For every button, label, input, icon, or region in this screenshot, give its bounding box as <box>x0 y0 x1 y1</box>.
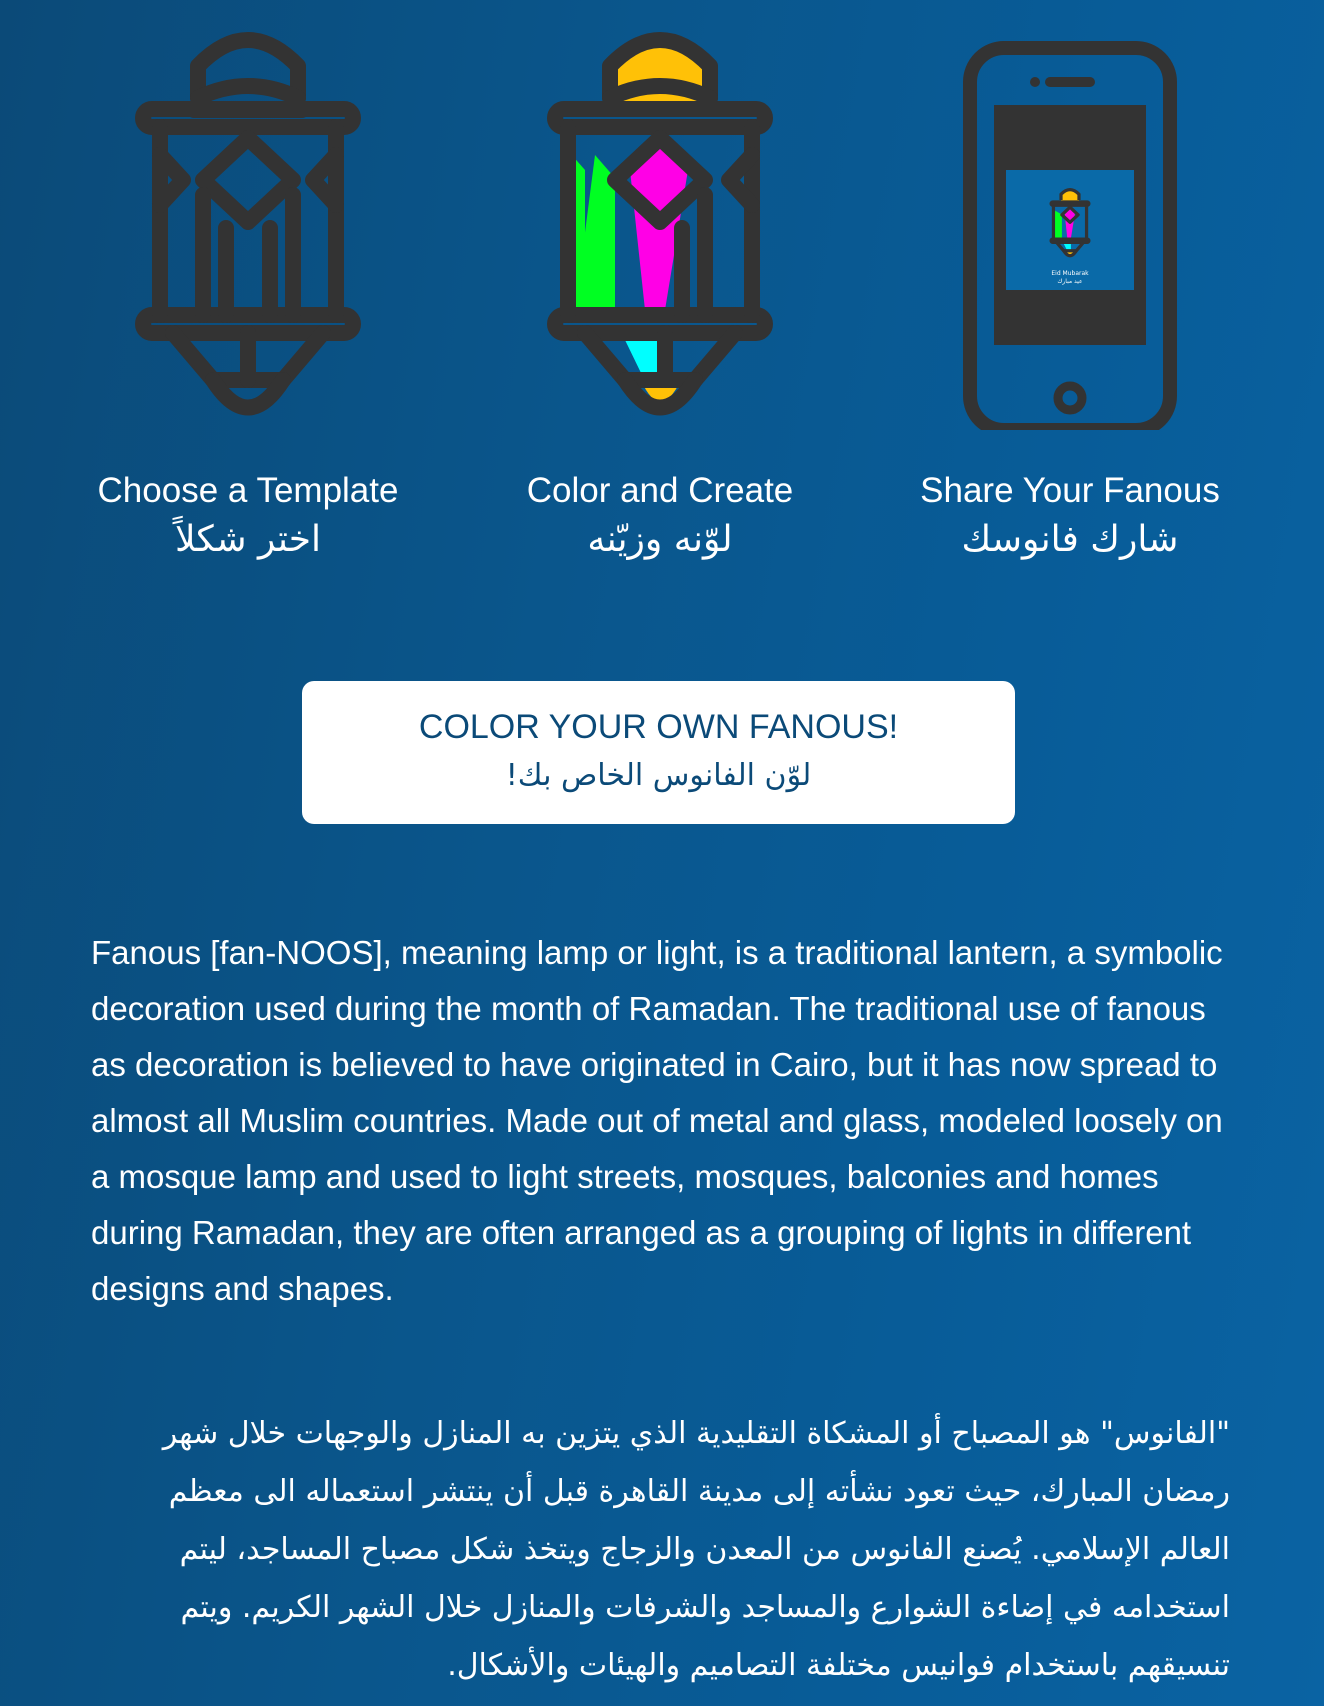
cta-label-en: COLOR YOUR OWN FANOUS! <box>418 708 899 746</box>
phone-screen-line2: عيد مبارك <box>1057 278 1083 285</box>
step-title-ar: لوّنه وزيّنه <box>587 519 733 560</box>
phone-share-icon <box>870 10 1270 430</box>
description-english: Fanous [fan-NOOS], meaning lamp or light, is a traditional lantern, a symbolic decoration used during the month of Ramadan. The traditional use of fanous as decoration is believed to have originated in Cairo, but it has now spread to almost all Muslim countries. Made out of metal and glass, modeled loosely on a mosque lamp and used to light streets, mosques, balconies and homes during Ramadan, they are often arranged as a grouping of lights in different designs and shapes. <box>91 934 1223 1307</box>
lantern-outline-icon <box>48 10 448 430</box>
colored-lantern-icon <box>460 10 860 430</box>
color-your-own-fanous-button[interactable] <box>302 681 1015 824</box>
step-title-en: Color and Create <box>526 471 794 510</box>
description-arabic: "الفانوس" هو المصباح أو المشكاة التقليدية الذي يتزين به المنازل والوجهات خلال شهر رمضان المبارك، حيث تعود نشأته إلى مدينة القاهرة قبل أن ينتشر استعماله الى معظم العالم الإسلامي. يُصنع الفانوس من المعدن والزجاج ويتخذ شكل مصباح المساجد، ليتم استخدامه في إضاءة الشوارع والمساجد والشرفات والمنازل خلال الشهر الكريم. ويتم تنسيقهم باستخدام فوانيس مختلفة التصاميم والهيئات والأشكال. <box>162 1416 1230 1683</box>
step-title-en: Choose a Template <box>97 471 399 510</box>
steps-section <box>0 0 1324 600</box>
step-title-ar: شارك فانوسك <box>961 519 1179 560</box>
step-title-ar: اختر شكلاً <box>175 519 321 560</box>
step-title-en: Share Your Fanous <box>920 471 1220 510</box>
phone-screen-line1: Eid Mubarak <box>1051 270 1089 277</box>
cta-label-ar: لوّن الفانوس الخاص بك! <box>505 758 812 793</box>
